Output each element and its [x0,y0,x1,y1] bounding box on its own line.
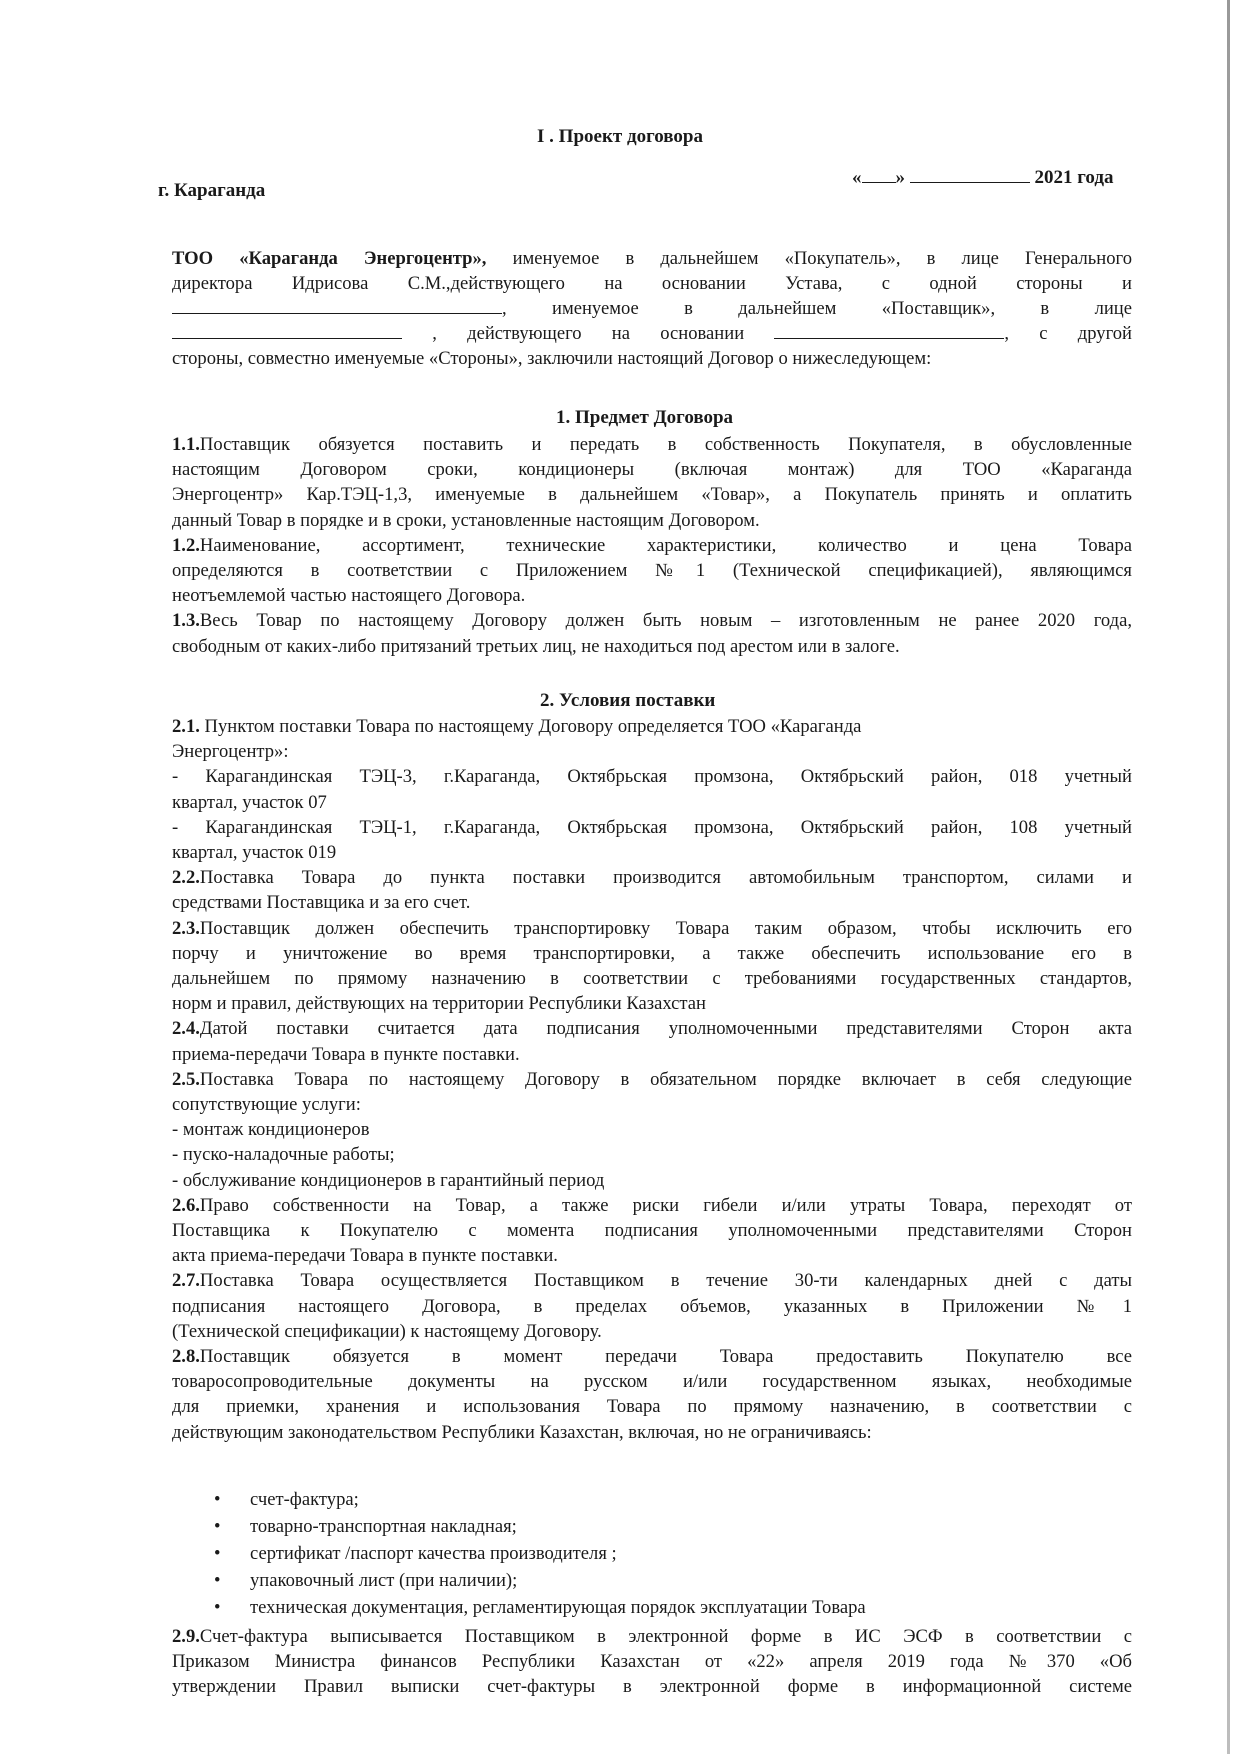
clause-text: Счет-фактура выписывается Поставщиком в электронной форме в ИС ЭСФ в соответствии с [199,1626,1132,1647]
buyer-name: ТОО «Караганда Энергоцентр», [172,248,487,269]
preamble-text: , действующего на [432,323,630,344]
preamble-line: директора Идрисова С.М.,действующего на основании Устава, с одной стороны и [172,273,1132,294]
section1-title: 1. Предмет Договора [556,407,734,428]
clause-text: Пунктом поставки Товара по настоящему Договору определяется ТОО «Караганда [204,716,862,737]
clause-line [172,1344,1132,1369]
clause-number: 1.1. [172,434,200,455]
clause-number: 2.7. [172,1270,200,1292]
preamble [172,246,1132,371]
clause-number: 2.2. [172,867,200,889]
clause-number: 2.1. [172,716,200,737]
bullet-text: счет-фактура; [250,1489,359,1510]
clause-text: Право собственности на Товар, а также риски гибели и/или утраты Товара, переходят от [199,1194,1132,1216]
clause-line: - Карагандинская ТЭЦ-1, г.Караганда, Октябрьская промзона, Октябрьский район, 108 учетный [172,816,1132,838]
clause-line: сопутствующие услуги: [172,1094,361,1116]
clause-number: 2.4. [172,1018,200,1040]
clause-line [172,1268,1132,1293]
preamble-text: , с другой [1004,323,1133,344]
section2-body [172,714,1132,1445]
clause-number: 2.8. [172,1346,200,1368]
clause-line [172,714,1132,739]
clause-line: приема-передачи Товара в пункте поставки. [172,1043,520,1065]
bullet-text: сертификат /паспорт качества производителя ; [250,1543,617,1564]
clause-line: - обслуживание кондиционеров в гарантийный период [172,1169,605,1191]
bullet-item: • сертификат /паспорт качества производителя ; [214,1543,617,1564]
preamble-line [172,296,1132,321]
date-close-quote: » [895,167,905,188]
clause-line: неотъемлемой частью настоящего Договора. [172,585,526,607]
clause-text: Поставщик обязуется в момент передачи Товара предоставить Покупателю все [199,1346,1132,1368]
document-title: I . Проект договора [537,126,703,147]
preamble-text: основании [660,323,745,344]
clause-text: Поставка Товара по настоящему Договору в обязательном порядке включает в себя следующие [199,1068,1132,1090]
clause-number: 1.3. [172,610,200,632]
clause-line: данный Товар в порядке и в сроки, установленные настоящим Договором. [172,509,760,531]
bullet-item: • счет-фактура; [214,1489,359,1510]
clause-line [172,1067,1132,1092]
clause-number: 2.3. [172,917,200,939]
clause-line: свободным от каких-либо притязаний третьих лиц, не находиться под арестом или в залоге. [172,635,900,657]
day-blank [862,166,896,183]
representative-blank [172,322,402,339]
clause-line: Приказом Министра финансов Республики Казахстан от «22» апреля 2019 года №370 «Об [172,1651,1132,1673]
basis-blank [774,322,1004,339]
clause-line: (Технической спецификации) к настоящему Договору. [172,1320,602,1342]
clause-line [172,533,1132,558]
clause-line: утверждении Правил выписки счет-фактуры в электронной форме в информационной системе [172,1676,1132,1698]
section1-body [172,432,1132,659]
bullet-item: • упаковочный лист (при наличии); [214,1570,518,1591]
clause-line [172,1016,1132,1041]
clause-line: квартал, участок 019 [172,842,337,864]
clause-line [172,1193,1132,1218]
clause-line [172,865,1132,890]
clause-line: средствами Поставщика и за его счет. [172,892,471,914]
clause-text: Поставка Товара до пункта поставки производится автомобильным транспортом, силами и [199,867,1132,889]
clause-line: Поставщика к Покупателю с момента подписания уполномоченными представителями Сторон [172,1220,1132,1242]
clause-line: - пуско-наладочные работы; [172,1144,395,1166]
bullet-text: упаковочный лист (при наличии); [250,1570,518,1591]
clause-text: Наименование, ассортимент, технические характеристики, количество и цена Товара [199,534,1132,556]
clause-line: определяются в соответствии с Приложением №1 (Технической спецификацией), являющимся [172,560,1132,582]
clause-line: норм и правил, действующих на территории Республики Казахстан [172,993,706,1015]
preamble-text: , именуемое в дальнейшем «Поставщик», в лице [502,298,1132,319]
clause-line: дальнейшем по прямому назначению в соответствии с требованиями государственных стандартов, [172,968,1132,990]
clause-line: для приемки, хранения и использования Товара по прямому назначению, в соответствии с [172,1396,1132,1418]
clause-line: квартал, участок 07 [172,791,327,813]
clause-line: акта приема-передачи Товара в пункте поставки. [172,1245,558,1267]
clause-line: порчу и уничтожение во время транспортировки, а также обеспечить использование его в [172,942,1132,964]
scan-edge [1227,0,1230,1754]
clause-number: 1.2. [172,534,200,556]
clause-line: - Карагандинская ТЭЦ-3, г.Караганда, Октябрьская промзона, Октябрьский район, 018 учетный [172,766,1132,788]
clause-line: товаросопроводительные документы на русском и/или государственном языках, необходимые [172,1371,1132,1393]
clause-line [172,432,1132,457]
clause-text: Поставщик обязуется поставить и передать в собственность Покупателя, в обусловленные [199,434,1132,455]
clause-text: Поставка Товара осуществляется Поставщиком в течение 30-ти календарных дней с даты [199,1270,1132,1292]
preamble-line [172,321,1132,346]
date-year: 2021 года [1034,167,1114,188]
clause-line [172,1624,1132,1649]
supplier-blank [172,297,502,314]
city: г. Караганда [158,180,266,201]
clause-text: Весь Товар по настоящему Договору должен быть новым – изготовленным не ранее 2020 года, [199,610,1132,632]
clause-number: 2.6. [172,1194,200,1216]
clause-line: подписания настоящего Договора, в пределах объемов, указанных в Приложении №1 [172,1295,1132,1317]
clause-2-9 [172,1624,1132,1700]
bullet-text: товарно-транспортная накладная; [250,1516,517,1537]
clause-number: 2.9. [172,1626,200,1647]
clause-line [172,916,1132,941]
preamble-line: стороны, совместно именуемые «Стороны», заключили настоящий Договор о нижеследующем: [172,348,932,369]
clause-line [172,608,1132,633]
clause-number: 2.5. [172,1068,200,1090]
clause-line: действующим законодательством Республики Казахстан, включая, но не ограничиваясь: [172,1421,872,1443]
bullet-item: • товарно-транспортная накладная; [214,1516,517,1537]
clause-line: настоящим Договором сроки, кондиционеры (включая монтаж) для ТОО «Караганда [172,459,1132,481]
month-blank [910,166,1030,183]
clause-line: Энергоцентр» Кар.ТЭЦ-1,3, именуемые в дальнейшем «Товар», а Покупатель принять и оплатить [172,484,1132,506]
contract-date [852,166,1113,189]
bullet-item: • техническая документация, регламентирующая порядок эксплуатации Товара [214,1597,866,1618]
bullet-text: техническая документация, регламентирующая порядок эксплуатации Товара [250,1597,866,1618]
clause-line: - монтаж кондиционеров [172,1119,370,1141]
date-open-quote: « [852,167,862,188]
clause-text: Датой поставки считается дата подписания уполномоченными представителями Сторон акта [199,1018,1132,1040]
clause-line: Энергоцентр»: [172,741,289,763]
clause-text: Поставщик должен обеспечить транспортировку Товара таким образом, чтобы исключить его [199,917,1132,939]
section2-title: 2. Условия поставки [540,690,716,711]
preamble-line: именуемое в дальнейшем «Покупатель», в лице Генерального [512,248,1132,269]
